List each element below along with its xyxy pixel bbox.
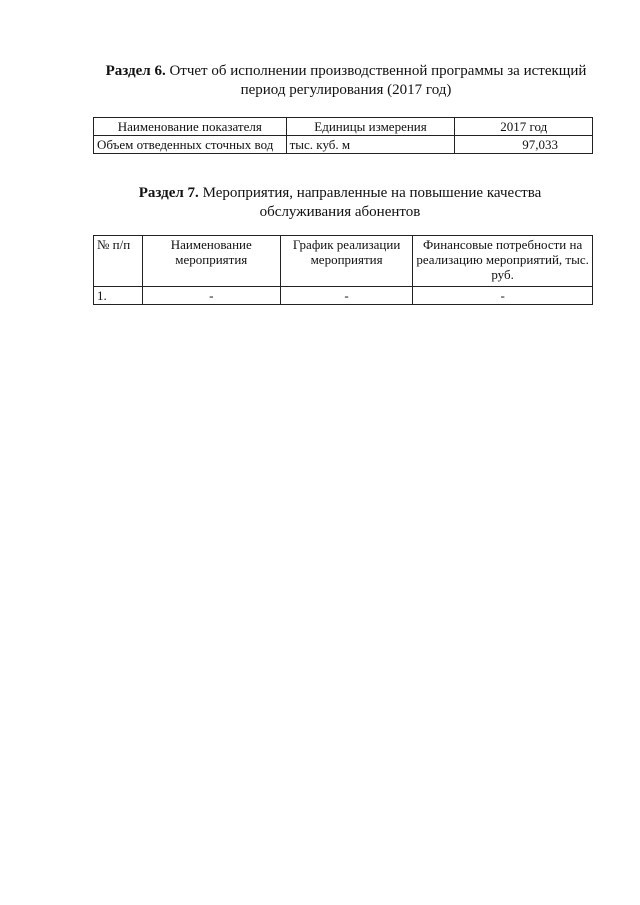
cell-financial-needs: -	[413, 287, 593, 305]
header-units: Единицы измерения	[286, 118, 455, 136]
header-measure-name: Наименование мероприятия	[142, 236, 280, 287]
cell-measure-name: -	[142, 287, 280, 305]
cell-schedule: -	[280, 287, 412, 305]
table-header-row	[94, 236, 593, 287]
section-7-title	[110, 184, 570, 222]
cell-number: 1.	[94, 287, 143, 305]
service-quality-measures-table	[93, 235, 593, 305]
section-6-title	[96, 62, 596, 100]
section-6-heading: Отчет об исполнении производственной программы за истекщий период регулирования (2017 год)	[165, 63, 587, 98]
section-6-label: Раздел 6.	[105, 63, 166, 79]
table-row	[94, 287, 593, 305]
production-program-table	[93, 117, 593, 154]
header-schedule: График реализации мероприятия	[280, 236, 412, 287]
cell-indicator-name: Объем отведенных сточных вод	[94, 136, 287, 154]
cell-value: 97,033	[455, 136, 593, 154]
header-indicator-name: Наименование показателя	[94, 118, 287, 136]
section-7-heading: Мероприятия, направленные на повышение качества обслуживания абонентов	[198, 185, 542, 220]
header-year: 2017 год	[455, 118, 593, 136]
cell-units: тыс. куб. м	[286, 136, 455, 154]
table-header-row	[94, 118, 593, 136]
section-7-label: Раздел 7.	[138, 185, 199, 201]
table-row	[94, 136, 593, 154]
header-financial-needs: Финансовые потребности на реализацию мероприятий, тыс. руб.	[413, 236, 593, 287]
header-number: № п/п	[94, 236, 143, 287]
